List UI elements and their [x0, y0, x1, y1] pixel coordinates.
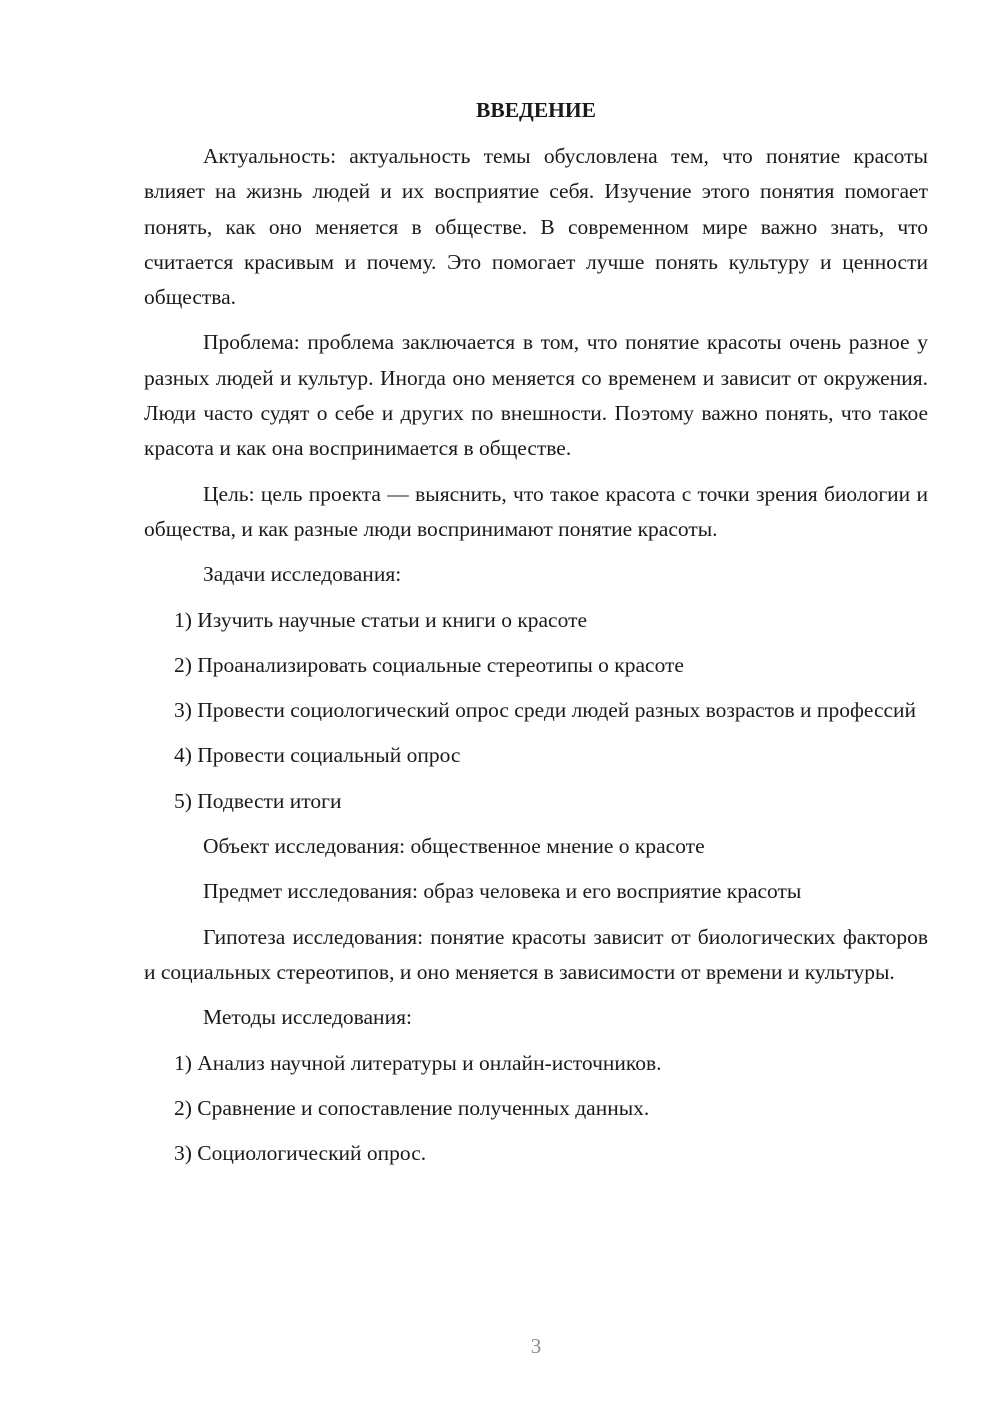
method-item: 2) Сравнение и сопоставление полученных данных. [174, 1095, 650, 1120]
research-subject: Предмет исследования: образ человека и его восприятие красоты [203, 879, 802, 904]
page-number: 3 [530, 1334, 542, 1358]
research-object: Объект исследования: общественное мнение о красоте [203, 834, 705, 859]
relevance-paragraph: Актуальность: актуальность темы обусловлена тем, что понятие красоты влияет на жизнь людей и их восприятие себя. Изучение этого понятия помогает понять, как оно меняется в обществе. В современном мире важно знать, что считается красивым и почему. Это помогает лучше понять культуру и ценности общества. [144, 144, 928, 310]
goal-paragraph: Цель: цель проекта — выяснить, что такое красота с точки зрения биологии и общества, и как разные люди воспринимают понятие красоты. [144, 481, 928, 541]
problem-paragraph: Проблема: проблема заключается в том, что понятие красоты очень разное у разных людей и культур. Иногда оно меняется со временем и зависит от окружения. Люди часто судят о себе и других по внешности. Поэтому важно понять, что такое красота и как она воспринимается в обществе. [144, 330, 928, 461]
research-hypothesis: Гипотеза исследования: понятие красоты зависит от биологических факторов и социальных стереотипов, и оно меняется в зависимости от времени и культуры. [144, 924, 928, 984]
task-item: 1) Изучить научные статьи и книги о красоте [174, 607, 588, 632]
task-item: 4) Провести социальный опрос [174, 743, 461, 768]
page-content [144, 95, 928, 1181]
task-item: 3) Провести социологический опрос среди людей разных возрастов и профессий [174, 698, 917, 723]
method-item: 1) Анализ научной литературы и онлайн-источников. [174, 1050, 662, 1075]
method-item: 3) Социологический опрос. [174, 1141, 427, 1166]
section-title: ВВЕДЕНИЕ [476, 98, 596, 122]
methods-heading: Методы исследования: [203, 1005, 412, 1030]
task-item: 2) Проанализировать социальные стереотипы о красоте [174, 652, 684, 677]
tasks-heading: Задачи исследования: [203, 562, 402, 587]
task-item: 5) Подвести итоги [174, 788, 342, 813]
